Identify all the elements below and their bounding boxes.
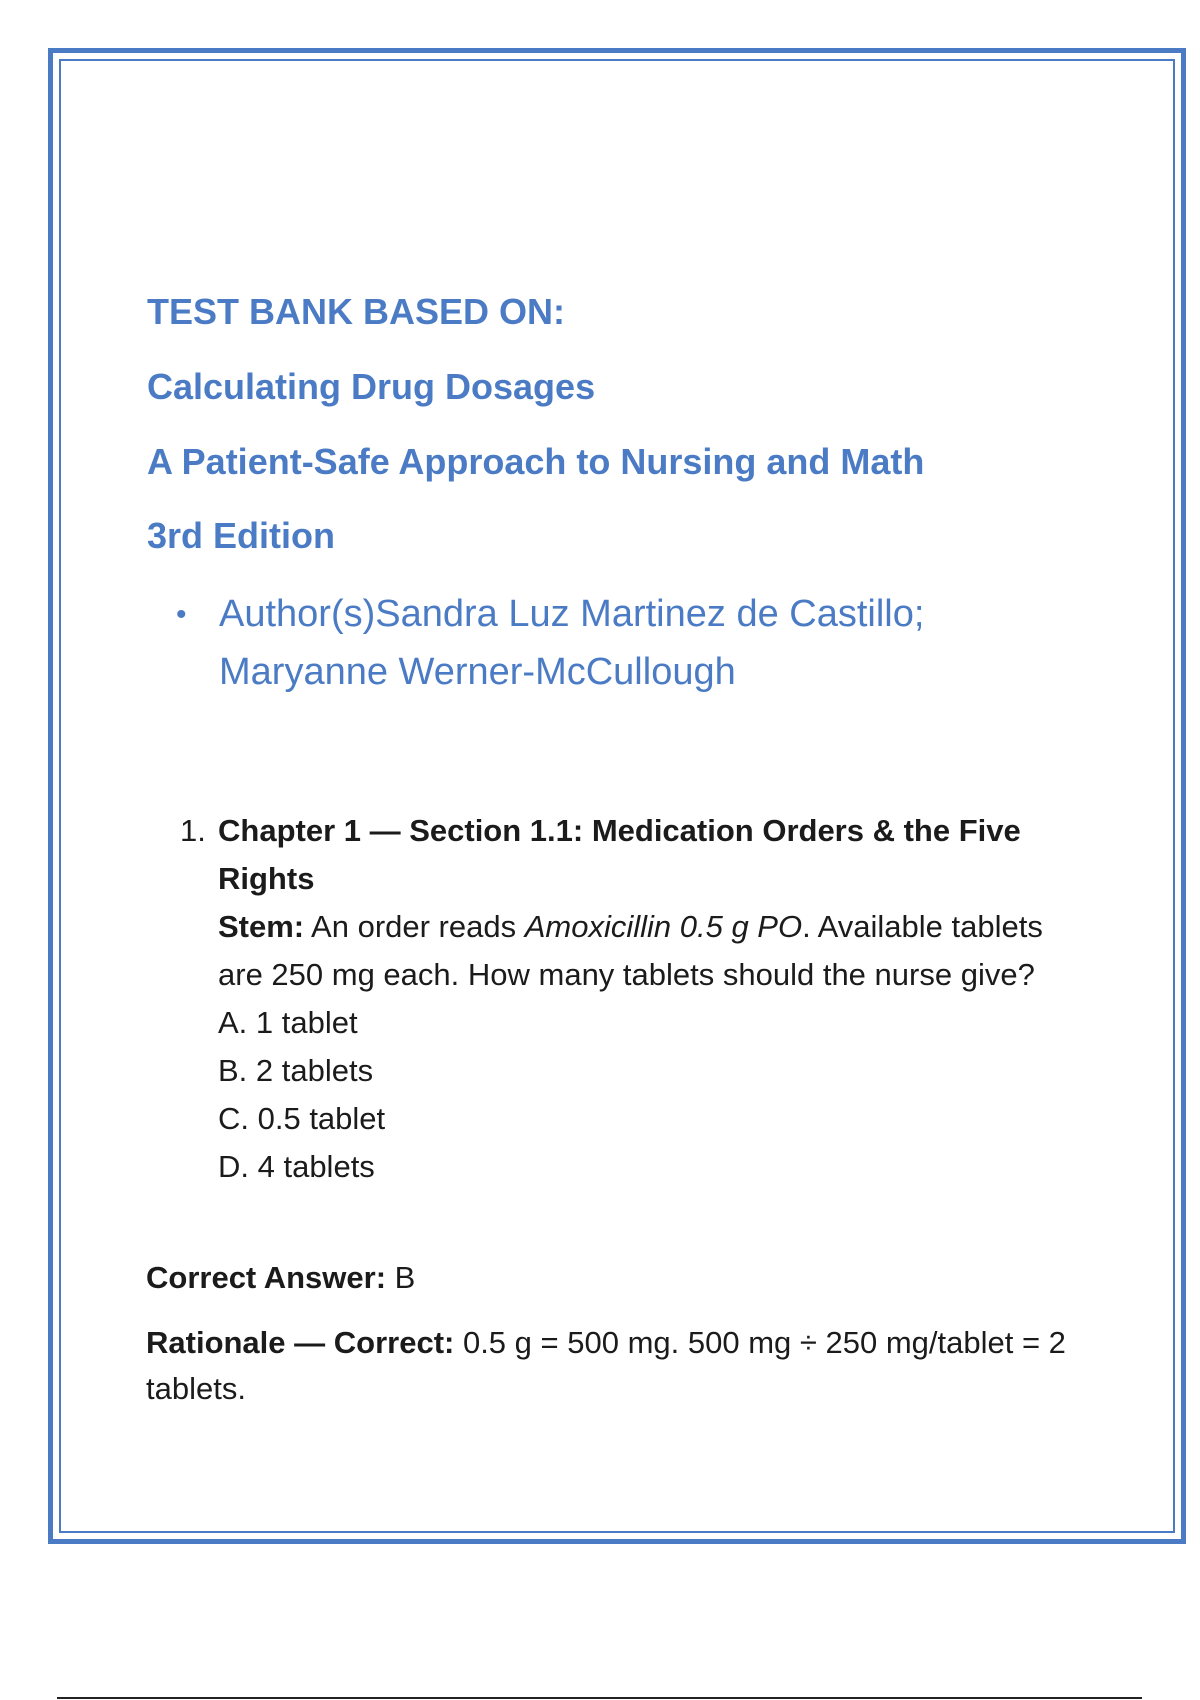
correct-answer <box>146 1255 1096 1301</box>
footer-divider <box>57 1697 1142 1699</box>
rationale-label: Rationale — Correct: <box>146 1325 455 1360</box>
question-number: 1. <box>180 813 206 848</box>
stem-label: Stem: <box>218 909 305 944</box>
stem-text-post: . Available tablets are 250 mg each. How many tablets should the nurse give? <box>218 909 1043 992</box>
answer-option-b: B. 2 tablets <box>218 1053 374 1088</box>
question-title: Chapter 1 — Section 1.1: Medication Orders & the Five Rights <box>218 813 1021 896</box>
rationale <box>146 1320 1096 1412</box>
correct-answer-label: Correct Answer: <box>146 1260 387 1295</box>
title-line-edition: 3rd Edition <box>147 515 335 556</box>
answer-option-d: D. 4 tablets <box>218 1149 375 1184</box>
stem-text-pre: An order reads <box>304 909 525 944</box>
question-block <box>218 807 1088 1191</box>
answer-option-a: A. 1 tablet <box>218 1005 358 1040</box>
page-border-inner <box>59 59 1175 1533</box>
stem-order-text: Amoxicillin 0.5 g PO <box>524 909 803 944</box>
question-stem <box>218 903 1088 999</box>
title-line-test-bank: TEST BANK BASED ON: <box>147 291 566 332</box>
bullet-icon: • <box>176 598 187 631</box>
title-line-subtitle: A Patient-Safe Approach to Nursing and Math <box>147 441 925 482</box>
author-text: Author(s)Sandra Luz Martinez de Castillo; Maryanne Werner-McCullough <box>219 593 925 693</box>
answer-option-c: C. 0.5 tablet <box>218 1101 386 1136</box>
title-line-book-title: Calculating Drug Dosages <box>147 366 596 407</box>
correct-answer-value: B <box>386 1260 416 1295</box>
rationale-text: 0.5 g = 500 mg. 500 mg ÷ 250 mg/tablet = 2 tablets. <box>146 1325 1066 1406</box>
